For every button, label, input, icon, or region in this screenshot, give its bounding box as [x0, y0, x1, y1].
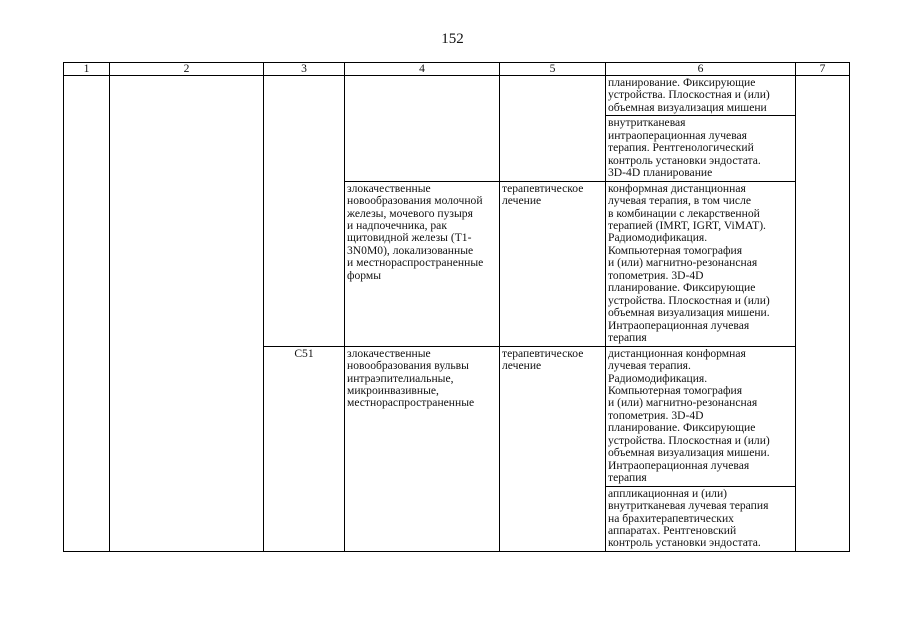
column-header: 3 — [264, 63, 345, 76]
diagnosis-cell: злокачественные новообразования вульвы интраэпителиальные, микроинвазивные, местнораспространенные — [345, 346, 500, 551]
column-header: 2 — [110, 63, 264, 76]
cell-col7 — [796, 76, 850, 552]
method-cell: аппликационная и (или) внутритканевая лучевая терапия на брахитерапевтических аппаратах. Рентгеновский контроль установки эндостата. — [606, 486, 796, 551]
icd-code-cell: C51 — [264, 346, 345, 551]
cell-col3 — [264, 76, 345, 347]
column-header: 7 — [796, 63, 850, 76]
method-cell: планирование. Фиксирующие устройства. Плоскостная и (или) объемная визуализация мишени — [606, 76, 796, 116]
cell-col4 — [345, 76, 500, 182]
diagnosis-cell: злокачественные новообразования молочной железы, мочевого пузыря и надпочечника, рак щитовидной железы (T1- 3N0M0), локализованные и местнораспространенные формы — [345, 181, 500, 346]
cell-col5 — [500, 76, 606, 182]
method-cell: дистанционная конформная лучевая терапия. Радиомодификация. Компьютерная томография и (или) магнитно-резонансная топометрия. 3D-4D планирование. Фиксирующие устройства. Плоскостная и (или) объемная визуализация мишени. Интраоперационная лучевая терапия — [606, 346, 796, 486]
column-header: 5 — [500, 63, 606, 76]
table-header-row — [64, 63, 850, 76]
column-header: 1 — [64, 63, 110, 76]
method-cell: конформная дистанционная лучевая терапия, в том числе в комбинации с лекарственной терапией (IMRT, IGRT, ViMAT). Радиомодификация. Компьютерная томография и (или) магнитно-резонансная топометрия. 3D-4D планирование. Фиксирующие устройства. Плоскостная и (или) объемная визуализация мишени. Интраоперационная лучевая терапия — [606, 181, 796, 346]
treatment-type-cell: терапевтическое лечение — [500, 181, 606, 346]
treatment-type-cell: терапевтическое лечение — [500, 346, 606, 551]
treatment-table — [63, 62, 850, 552]
method-cell: внутритканевая интраоперационная лучевая терапия. Рентгенологический контроль установки эндостата. 3D-4D планирование — [606, 116, 796, 181]
cell-col1 — [64, 76, 110, 552]
cell-col2 — [110, 76, 264, 552]
column-header: 6 — [606, 63, 796, 76]
column-header: 4 — [345, 63, 500, 76]
table-row — [64, 76, 850, 116]
page-number: 152 — [441, 31, 464, 47]
